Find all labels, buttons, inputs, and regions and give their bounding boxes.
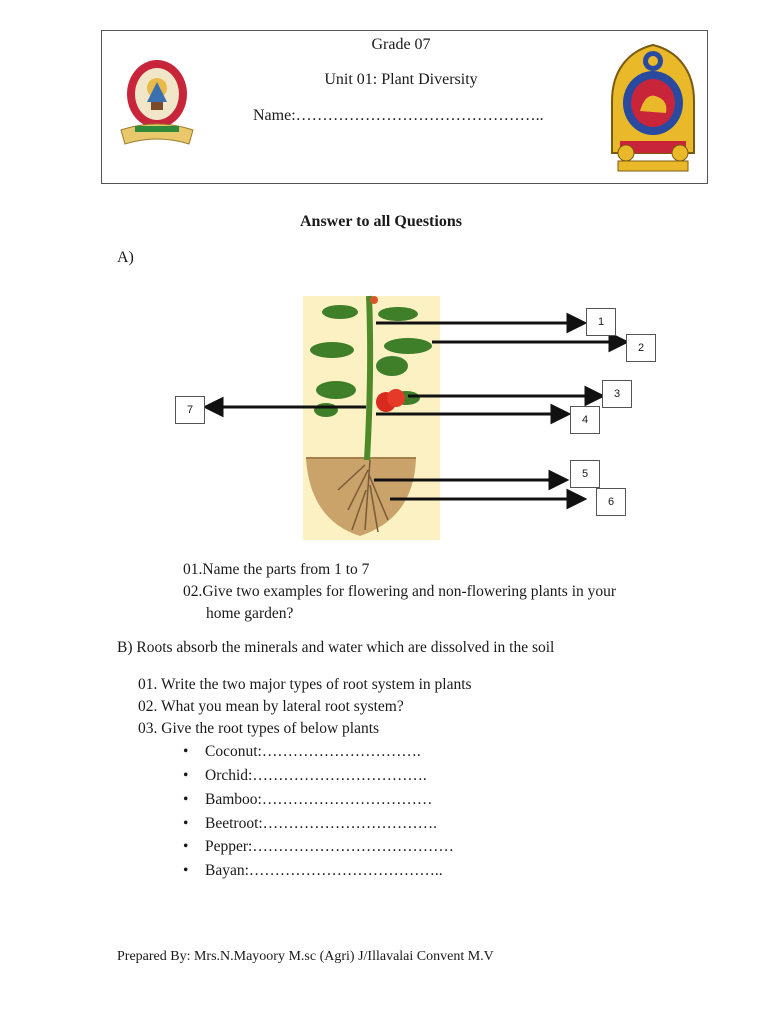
question-b-03: 03. Give the root types of below plants [138, 720, 380, 737]
plant-label-beetroot: Beetroot:……………………………. [205, 815, 438, 832]
plant-label-bayan: Bayan:……………………………….. [205, 862, 443, 879]
question-b-02: 02. What you mean by lateral root system? [138, 698, 404, 715]
plant-diagram [160, 290, 670, 550]
section-b-intro: B) Roots absorb the minerals and water which are dissolved in the soil [117, 639, 555, 656]
national-emblem-logo [608, 41, 698, 173]
grade-title: Grade 07 [371, 36, 431, 53]
label-box-7: 7 [175, 396, 205, 424]
question-a-01: 01.Name the parts from 1 to 7 [183, 561, 370, 578]
question-b-01: 01. Write the two major types of root system in plants [138, 676, 472, 693]
label-box-1: 1 [586, 308, 616, 336]
plant-label-orchid: Orchid:……………………………. [205, 767, 427, 784]
label-box-5: 5 [570, 460, 600, 488]
instruction-heading: Answer to all Questions [300, 213, 462, 230]
label-box-4: 4 [570, 406, 600, 434]
label-box-3: 3 [602, 380, 632, 408]
footer-credit: Prepared By: Mrs.N.Mayoory M.sc (Agri) J/Illavalai Convent M.V [117, 949, 494, 964]
unit-title: Unit 01: Plant Diversity [324, 71, 478, 88]
label-box-6: 6 [596, 488, 626, 516]
question-a-02: 02.Give two examples for flowering and non-flowering plants in your [183, 583, 617, 600]
plant-label-pepper: Pepper:………………………………… [205, 838, 454, 855]
school-crest-logo [117, 52, 197, 156]
plant-label-coconut: Coconut:…………………………. [205, 743, 421, 760]
section-a-label: A) [117, 249, 134, 266]
question-a-02-cont: home garden? [206, 605, 294, 622]
label-box-2: 2 [626, 334, 656, 362]
plant-label-bamboo: Bamboo:…………………………… [205, 791, 433, 808]
name-field: Name:……………………………………….. [253, 107, 544, 124]
